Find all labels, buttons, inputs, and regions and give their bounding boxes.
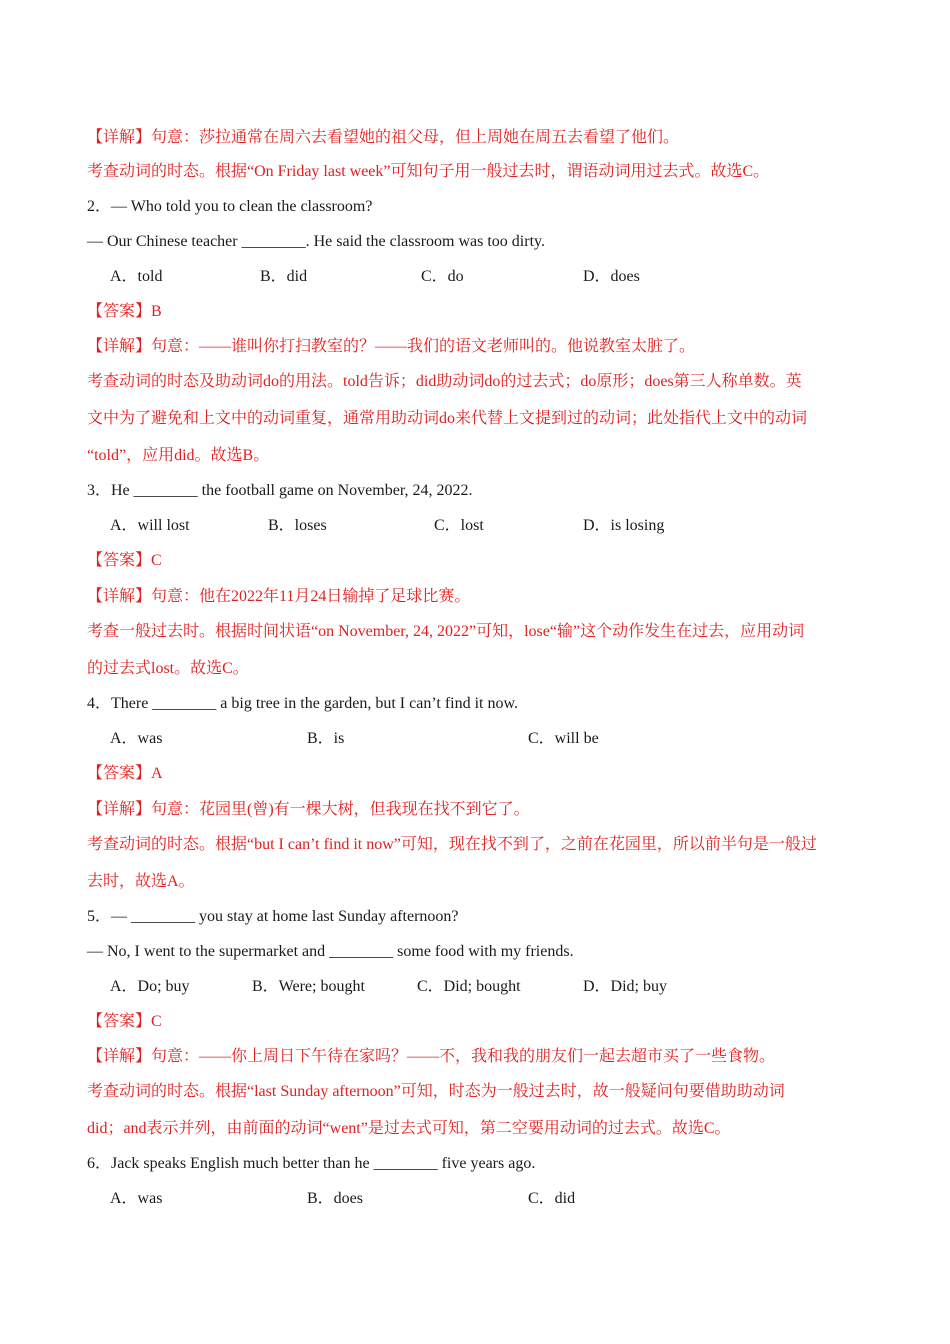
q2-analysis-line-1: 考查动词的时态及助动词do的用法。told告诉；did助动词do的过去式；do原形；does第三人称单数。英	[87, 373, 802, 390]
q5-option-b: B．Were; bought	[252, 978, 365, 995]
q5-stem-reply: — No, I went to the supermarket and ________ some food with my friends.	[87, 943, 574, 960]
q4-option-b: B．is	[307, 730, 345, 747]
q3-option-c: C．lost	[434, 517, 484, 534]
q3-stem: 3．He ________ the football game on November, 24, 2022.	[87, 482, 473, 499]
q5-detail: 【详解】句意：——你上周日下午待在家吗？——不，我和我的朋友们一起去超市买了一些食物。	[87, 1048, 776, 1065]
q4-option-c: C．will be	[528, 730, 599, 747]
q4-option-a: A．was	[110, 730, 163, 747]
q3-option-a: A．will lost	[110, 517, 190, 534]
q3-analysis-line-1: 考查一般过去时。根据时间状语“on November, 24, 2022”可知，lose“输”这个动作发生在过去，应用动词	[87, 623, 805, 640]
q2-analysis-line-2: 文中为了避免和上文中的动词重复，通常用助动词do来代替上文提到过的动词；此处指代上文中的动词	[87, 410, 808, 427]
q2-analysis-line-3: “told”，应用did。故选B。	[87, 447, 270, 464]
q5-options	[0, 976, 950, 998]
q3-option-b: B．loses	[268, 517, 327, 534]
q1-detail: 【详解】句意：莎拉通常在周六去看望她的祖父母，但上周她在周五去看望了他们。	[87, 129, 680, 146]
q5-option-a: A．Do; buy	[110, 978, 190, 995]
q5-analysis-line-1: 考查动词的时态。根据“last Sunday afternoon”可知，时态为一般过去时，故一般疑问句要借助助动词	[87, 1083, 785, 1100]
q5-option-c: C．Did; bought	[417, 978, 521, 995]
q2-stem: 2．— Who told you to clean the classroom?	[87, 198, 373, 215]
q2-option-a: A．told	[110, 268, 163, 285]
q6-option-b: B．does	[307, 1190, 364, 1207]
q3-answer: 【答案】C	[87, 552, 162, 569]
q3-detail: 【详解】句意：他在2022年11月24日输掉了足球比赛。	[87, 588, 471, 605]
q6-options	[0, 1188, 950, 1210]
q3-option-d: D．is losing	[583, 517, 665, 534]
q5-option-d: D．Did; buy	[583, 978, 668, 995]
q6-option-a: A．was	[110, 1190, 163, 1207]
q2-option-d: D．does	[583, 268, 640, 285]
q6-stem: 6．Jack speaks English much better than he ________ five years ago.	[87, 1155, 536, 1172]
q2-answer: 【答案】B	[87, 303, 162, 320]
q5-analysis-line-2: did；and表示并列，由前面的动词“went”是过去式可知，第二空要用动词的过去式。故选C。	[87, 1120, 731, 1137]
q4-options	[0, 728, 950, 750]
q2-detail: 【详解】句意：——谁叫你打扫教室的？——我们的语文老师叫的。他说教室太脏了。	[87, 338, 696, 355]
q5-stem: 5．— ________ you stay at home last Sunday afternoon?	[87, 908, 459, 925]
q3-analysis-line-2: 的过去式lost。故选C。	[87, 660, 249, 677]
q5-answer: 【答案】C	[87, 1013, 162, 1030]
q2-option-c: C．do	[421, 268, 464, 285]
q4-analysis-line-1: 考查动词的时态。根据“but I can’t find it now”可知，现在找不到了，之前在花园里，所以前半句是一般过	[87, 836, 817, 853]
q2-stem-reply: — Our Chinese teacher ________. He said the classroom was too dirty.	[87, 233, 545, 250]
q2-option-b: B．did	[260, 268, 308, 285]
q6-option-c: C．did	[528, 1190, 576, 1207]
q4-stem: 4．There ________ a big tree in the garden, but I can’t find it now.	[87, 695, 518, 712]
q2-options	[0, 266, 950, 288]
q4-analysis-line-2: 去时，故选A。	[87, 873, 195, 890]
q4-answer: 【答案】A	[87, 765, 163, 782]
q3-options	[0, 515, 950, 537]
q1-analysis: 考查动词的时态。根据“On Friday last week”可知句子用一般过去时，谓语动词用过去式。故选C。	[87, 163, 770, 180]
q4-detail: 【详解】句意：花园里(曾)有一棵大树，但我现在找不到它了。	[87, 801, 530, 818]
